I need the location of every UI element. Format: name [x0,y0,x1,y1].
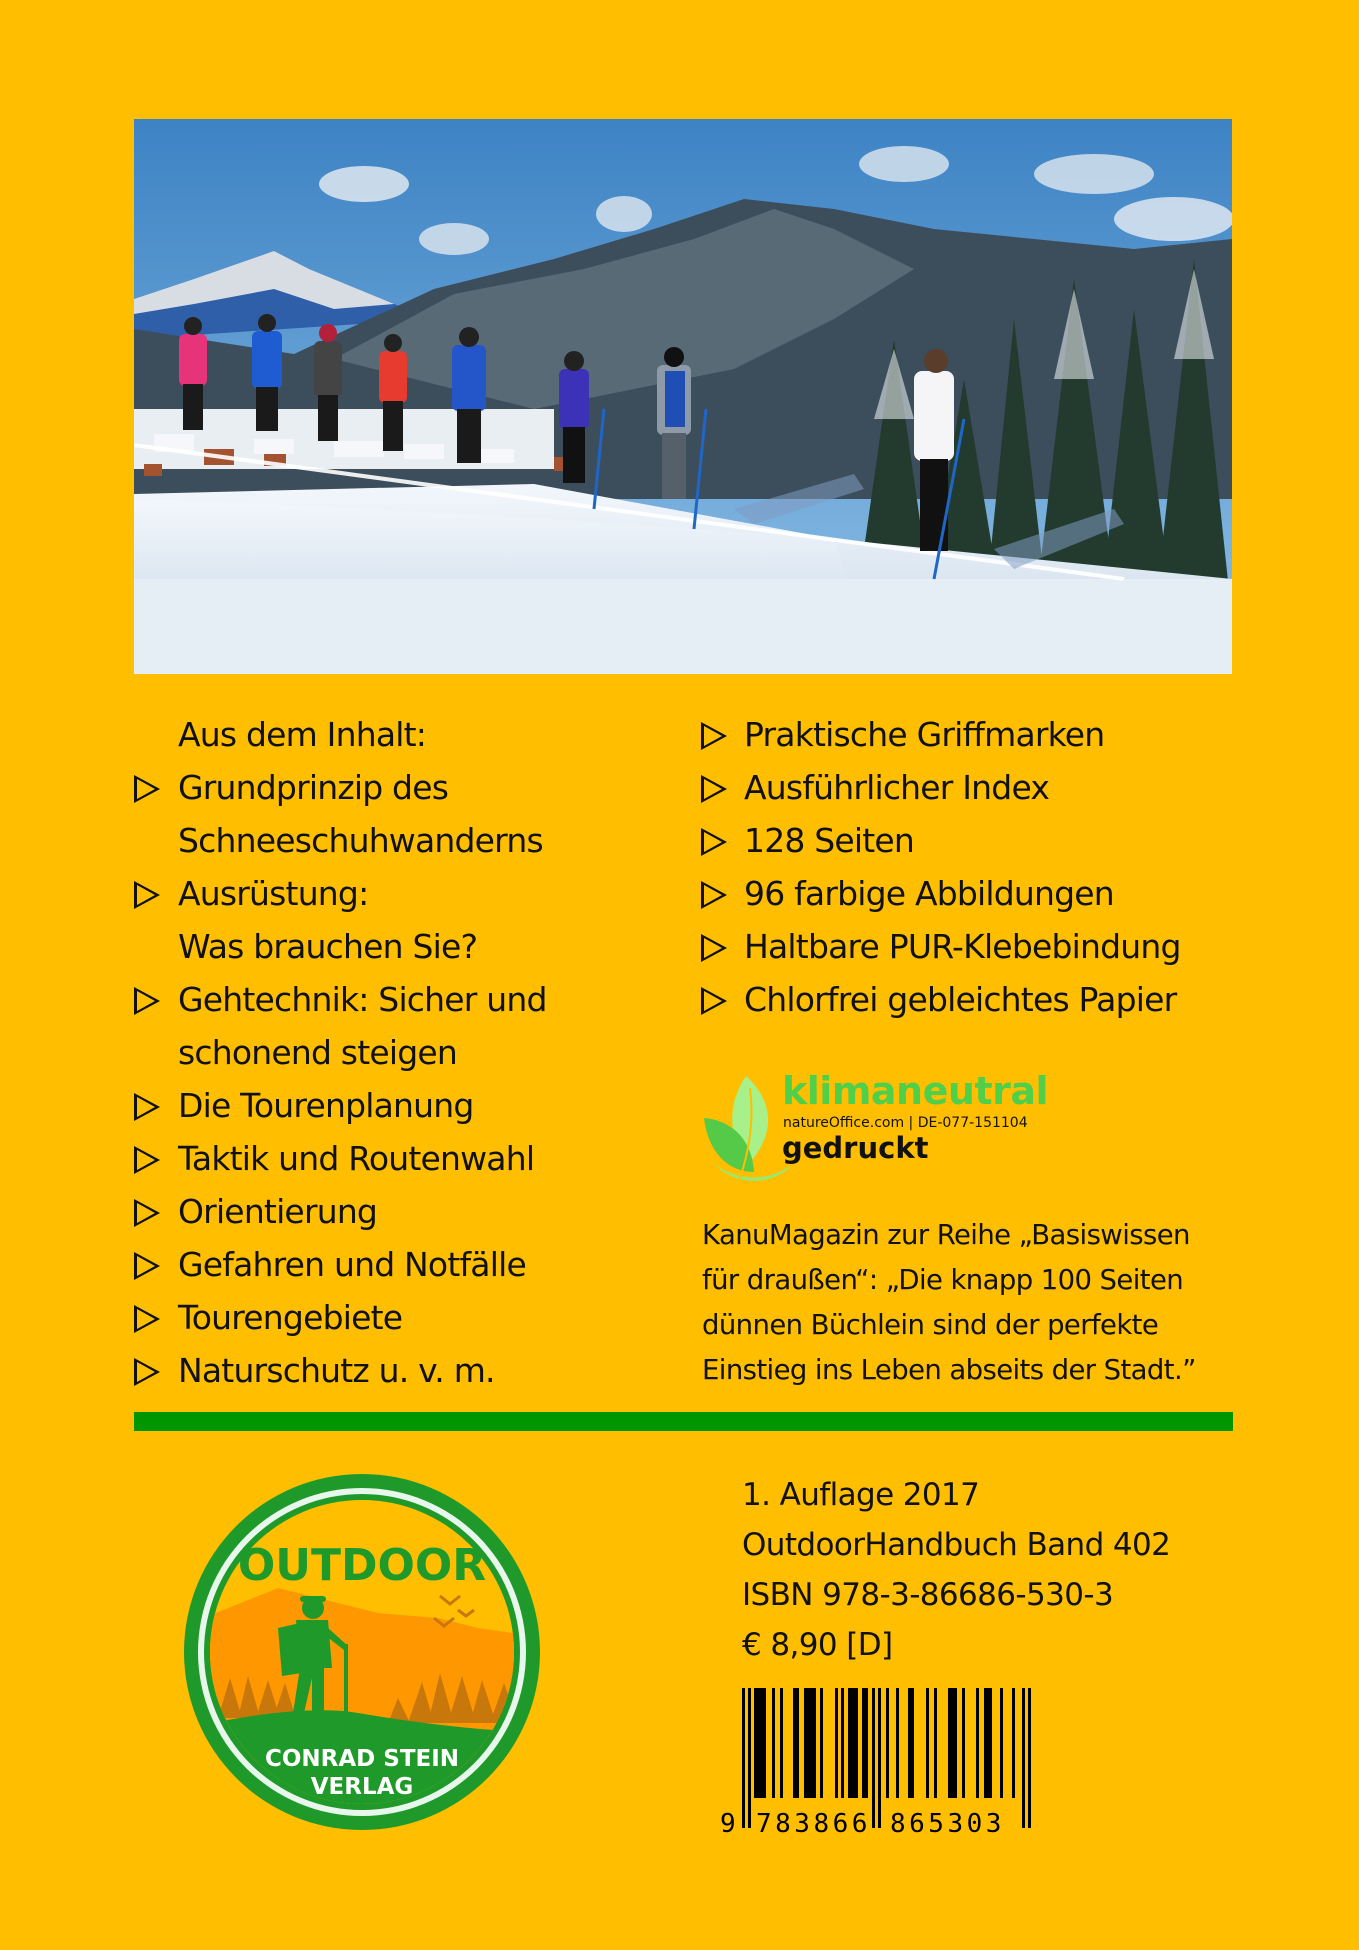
contents-item-cont: schonend steigen [178,1033,457,1072]
contents-item: Gehtechnik: Sicher und [178,980,547,1019]
contents-item: Tourengebiete [178,1298,403,1337]
quote-line: dünnen Büchlein sind der perfekte [702,1309,1159,1341]
cover-photo [134,119,1232,674]
feature-item: 128 Seiten [744,821,915,860]
edition-number: 1. Auflage 2017 [742,1477,980,1513]
contents-heading: Aus dem Inhalt: [178,715,427,754]
triangle-right-outline-icon [134,1305,160,1333]
contents-item: Orientierung [178,1192,378,1231]
contents-item: Ausrüstung: [178,874,369,913]
logo-outdoor-text: OUTDOOR [237,1540,487,1591]
triangle-right-outline-icon [701,722,727,750]
series-band: OutdoorHandbuch Band 402 [742,1527,1171,1563]
contents-item-cont: Schneeschuhwanderns [178,821,543,860]
triangle-right-outline-icon [134,1252,160,1280]
triangle-right-outline-icon [134,1199,160,1227]
triangle-right-outline-icon [134,1358,160,1386]
price: € 8,90 [D] [742,1627,893,1663]
feature-item: 96 farbige Abbildungen [744,874,1114,913]
feature-item: Chlorfrei gebleichtes Papier [744,980,1177,1019]
triangle-right-outline-icon [134,881,160,909]
barcode-icon [720,1688,1120,1838]
quote-line: Einstieg ins Leben abseits der Stadt.” [702,1354,1196,1386]
barcode-first-digit: 9 [720,1809,736,1838]
logo-publisher-line2: VERLAG [310,1774,414,1800]
contents-item: Gefahren und Notfälle [178,1245,526,1284]
triangle-right-outline-icon [134,775,160,803]
triangle-right-outline-icon [701,775,727,803]
klimaneutral-title: klimaneutral [782,1069,1049,1113]
klimaneutral-printed: gedruckt [782,1131,929,1165]
contents-item: Taktik und Routenwahl [178,1139,535,1178]
contents-item-cont: Was brauchen Sie? [178,927,478,966]
barcode-right-digits: 865303 [890,1809,1005,1838]
snowshoe-photo-icon [134,119,1232,674]
triangle-right-outline-icon [701,934,727,962]
klimaneutral-badge [700,1068,1060,1193]
barcode-left-digits: 783866 [756,1809,871,1838]
logo-publisher-line1: CONRAD STEIN [264,1746,460,1772]
triangle-right-outline-icon [701,828,727,856]
contents-item: Grundprinzip des [178,768,449,807]
publisher-logo [178,1468,546,1836]
green-divider [134,1412,1233,1431]
triangle-right-outline-icon [701,987,727,1015]
klimaneutral-id: natureOffice.com | DE-077-151104 [783,1115,1028,1131]
leaf-icon [700,1068,790,1193]
triangle-right-outline-icon [134,1146,160,1174]
contents-item: Naturschutz u. v. m. [178,1351,495,1390]
contents-item: Die Tourenplanung [178,1086,474,1125]
quote-line: für draußen“: „Die knapp 100 Seiten [702,1264,1184,1296]
quote-line: KanuMagazin zur Reihe „Basiswissen [702,1219,1190,1251]
triangle-right-outline-icon [701,881,727,909]
barcode [720,1688,1120,1838]
feature-item: Ausführlicher Index [744,768,1050,807]
feature-item: Haltbare PUR-Klebebindung [744,927,1181,966]
isbn: ISBN 978-3-86686-530-3 [742,1577,1114,1613]
feature-item: Praktische Griffmarken [744,715,1105,754]
triangle-right-outline-icon [134,987,160,1015]
triangle-right-outline-icon [134,1093,160,1121]
